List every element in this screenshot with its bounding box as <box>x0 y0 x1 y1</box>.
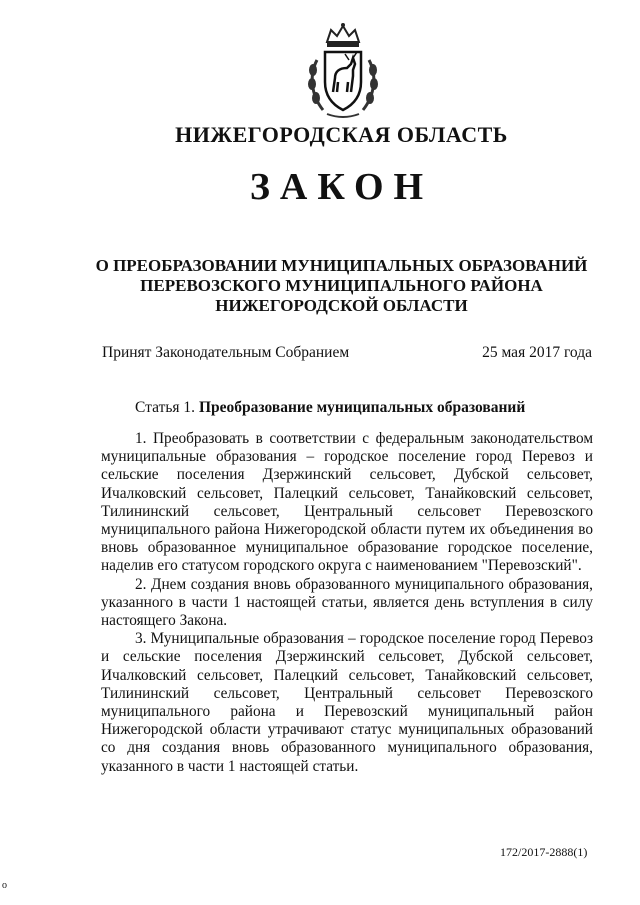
article-body <box>101 430 593 776</box>
region-title: НИЖЕГОРОДСКАЯ ОБЛАСТЬ <box>175 122 508 147</box>
adoption-date: 25 мая 2017 года <box>482 344 592 361</box>
article-paragraph: 2. Днем создания вновь образованного муниципального образования, указанного в части 1 настоящей статьи, является день вступления в силу настоящего Закона. <box>101 575 593 630</box>
law-title-line: ПЕРЕВОЗСКОГО МУНИЦИПАЛЬНОГО РАЙОНА <box>140 276 543 295</box>
article-paragraph: 1. Преобразовать в соответствии с федеральным законодательством муниципальные образования – городское поселение город Перевоз и сельские поселения Дзержинский сельсовет, Дубской сельсовет, Ичалковский сельсовет, Палецкий сельсовет, Танайковский сельсовет, Тилининский сельсовет, Центральный сельсовет Перевозского муниципального района Нижегородской области путем их объединения во вновь образованное муниципальное образование городское поселение, наделив его статусом городского округа с наименованием "Перевозский". <box>101 430 593 575</box>
law-title <box>0 256 640 316</box>
article-title: Преобразование муниципальных образований <box>198 399 526 416</box>
coat-of-arms-emblem <box>303 20 383 120</box>
article-number: Статья 1. <box>135 399 196 416</box>
law-title-line: О ПРЕОБРАЗОВАНИИ МУНИЦИПАЛЬНЫХ ОБРАЗОВАНИЙ <box>95 256 588 275</box>
article-paragraph: 3. Муниципальные образования – городское поселение город Перевоз и сельские поселения Дзержинский сельсовет, Дубской сельсовет, Ичалковский сельсовет, Палецкий сельсовет, Танайковский сельсовет, Тилининский сельсовет, Центральный сельсовет Перевозского муниципального района и Перевозский муниципальный район Нижегородской области утрачивают статус муниципальных образований со дня создания вновь образованного муниципального образования, указанного в части 1 настоящей статьи. <box>101 630 593 775</box>
law-title-line: НИЖЕГОРОДСКОЙ ОБЛАСТИ <box>215 296 468 315</box>
document-type-heading: ЗАКОН <box>249 166 434 208</box>
adoption-line <box>102 344 592 362</box>
margin-mark: о <box>2 880 7 891</box>
document-number: 172/2017-2888(1) <box>500 845 588 859</box>
article-heading <box>135 399 525 417</box>
adopted-by: Принят Законодательным Собранием <box>102 344 350 361</box>
